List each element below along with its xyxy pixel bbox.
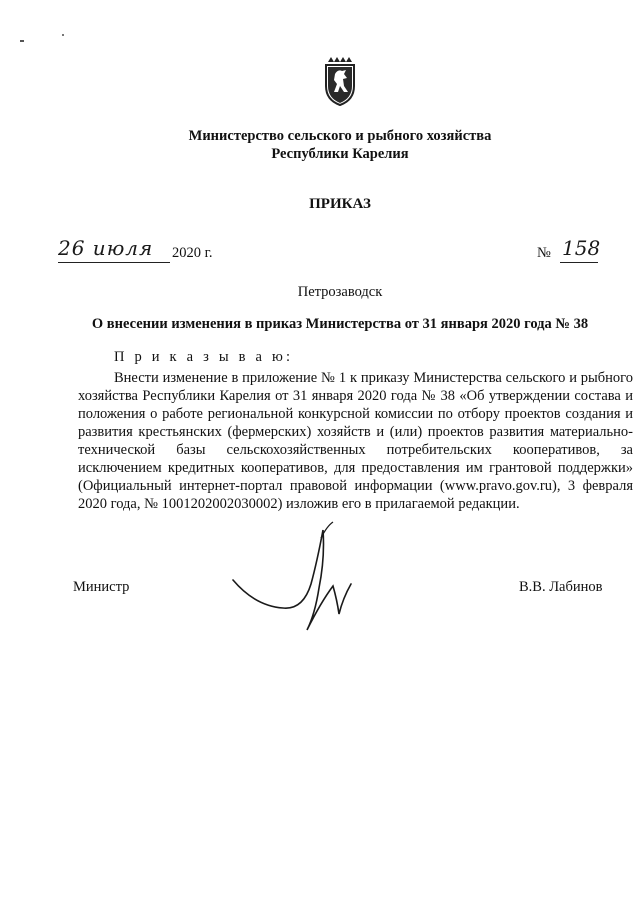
ministry-name [0,127,640,163]
ministry-line-2: Республики Карелия [271,146,409,162]
signer-name: В.В. Лабинов [519,579,603,595]
date-underline [58,262,170,263]
date-handwritten: 26 июля [58,236,154,260]
coat-of-arms-icon [322,56,358,106]
number-handwritten: 158 [562,236,601,260]
scan-speck [20,40,24,42]
signer-position: Министр [73,579,130,595]
number-underline [560,262,598,263]
number-sign: № [537,245,551,261]
city: Петрозаводск [297,284,383,300]
scan-speck [62,34,64,36]
date-year: 2020 г. [172,245,213,261]
order-subject: О внесении изменения в приказ Министерства от 31 января 2020 года № 38 [91,316,589,332]
order-paragraph: Внести изменение в приложение № 1 к приказу Министерства сельского и рыбного хозяйства Республики Карелия от 31 января 2020 года № 38 «Об утверждении состава и положения о работе региональной конкурсной комиссии по отбору проектов создания и развития крестьянских (фермерских) хозяйств и (или) проектов развития материально-технической базы сельскохозяйственных потребительских кооперативов, за исключением кредитных кооперативов, для предоставления им грантовой поддержки» (Официальный интернет-портал правовой информации (www.pravo.gov.ru), 3 февраля 2020 года, № 1001202002030002) изложив его в прилагаемой редакции. [78,370,633,512]
order-body [78,369,633,513]
order-lead: П р и к а з ы в а ю: [114,349,294,365]
document-type: ПРИКАЗ [309,196,371,212]
ministry-line-1: Министерство сельского и рыбного хозяйства [188,128,492,144]
signature-icon [225,518,375,638]
